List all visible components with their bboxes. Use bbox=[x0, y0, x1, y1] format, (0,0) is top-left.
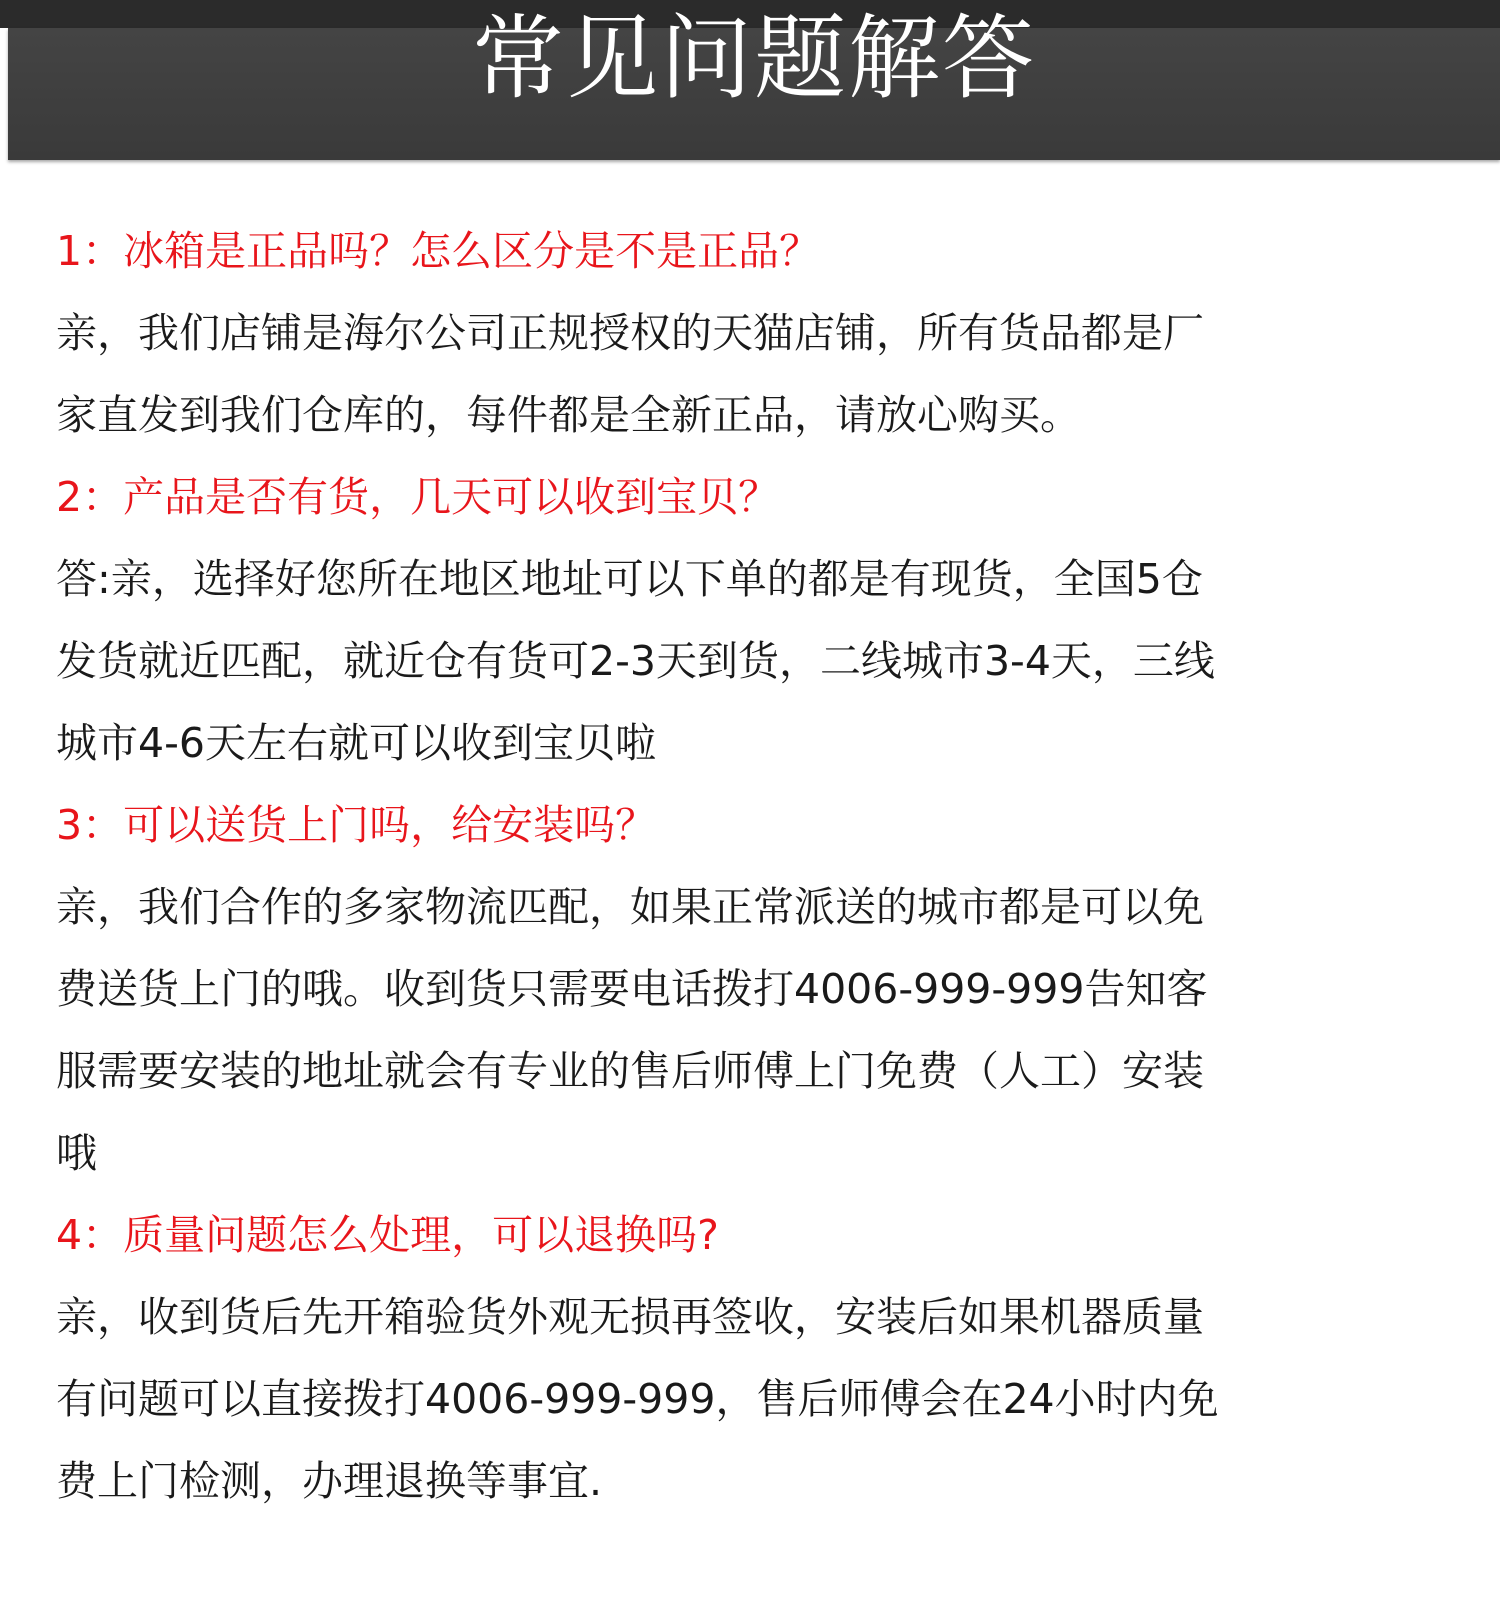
header-banner bbox=[8, 5, 1500, 160]
faq-item-3 bbox=[56, 784, 1436, 1194]
answer-line: 有问题可以直接拨打4006-999-999，售后师傅会在24小时内免 bbox=[56, 1375, 1219, 1423]
faq-list bbox=[56, 210, 1436, 1522]
faq-question: 2：产品是否有货，几天可以收到宝贝？ bbox=[56, 473, 780, 521]
page-title: 常见问题解答 bbox=[471, 5, 1036, 113]
faq-question: 1：冰箱是正品吗？怎么区分是不是正品？ bbox=[56, 227, 821, 275]
faq-answer bbox=[56, 292, 1436, 456]
answer-line: 发货就近匹配，就近仓有货可2-3天到货，二线城市3-4天，三线 bbox=[56, 637, 1215, 685]
answer-line: 亲，我们合作的多家物流匹配，如果正常派送的城市都是可以免 bbox=[56, 883, 1204, 931]
faq-item-1 bbox=[56, 210, 1436, 456]
answer-line: 亲，收到货后先开箱验货外观无损再签收，安装后如果机器质量 bbox=[56, 1293, 1204, 1341]
answer-line: 答:亲，选择好您所在地区地址可以下单的都是有现货，全国5仓 bbox=[56, 555, 1203, 603]
answer-line: 费上门检测，办理退换等事宜. bbox=[56, 1457, 603, 1505]
faq-answer bbox=[56, 1276, 1436, 1522]
faq-item-4 bbox=[56, 1194, 1436, 1522]
faq-answer bbox=[56, 866, 1436, 1194]
answer-line: 亲，我们店铺是海尔公司正规授权的天猫店铺，所有货品都是厂 bbox=[56, 309, 1204, 357]
answer-line: 哦 bbox=[56, 1129, 97, 1177]
faq-question: 4：质量问题怎么处理，可以退换吗? bbox=[56, 1211, 719, 1259]
faq-question: 3：可以送货上门吗，给安装吗？ bbox=[56, 801, 657, 849]
faq-answer bbox=[56, 538, 1436, 784]
answer-line: 费送货上门的哦。收到货只需要电话拨打4006-999-999告知客 bbox=[56, 965, 1208, 1013]
answer-line: 城市4-6天左右就可以收到宝贝啦 bbox=[56, 719, 656, 767]
answer-line: 服需要安装的地址就会有专业的售后师傅上门免费（人工）安装 bbox=[56, 1047, 1204, 1095]
faq-item-2 bbox=[56, 456, 1436, 784]
answer-line: 家直发到我们仓库的，每件都是全新正品，请放心购买。 bbox=[56, 391, 1081, 439]
